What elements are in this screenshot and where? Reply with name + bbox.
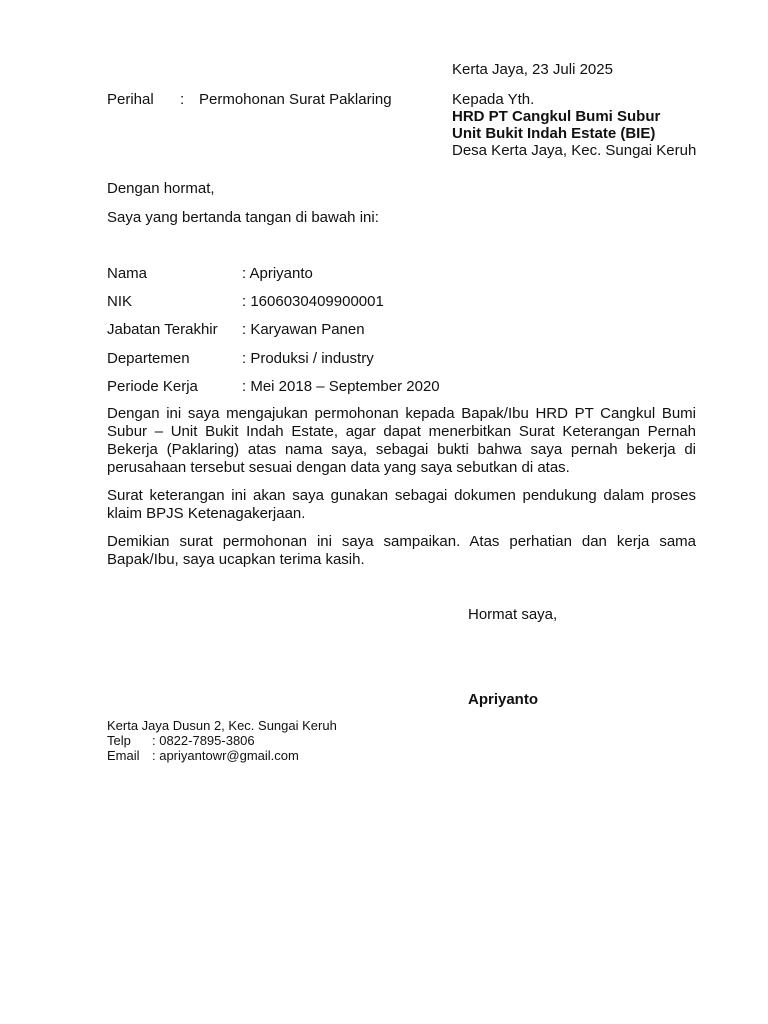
email-label: Email (107, 748, 140, 763)
body-paragraph-purpose: Surat keterangan ini akan saya gunakan sebagai dokumen pendukung dalam proses klaim BPJS Ketenagakerjaan. (107, 487, 696, 522)
field-value: : Karyawan Panen (242, 321, 365, 338)
closing-phrase: Hormat saya, (468, 606, 558, 623)
sender-email (107, 748, 337, 763)
intro-line: Saya yang bertanda tangan di bawah ini: (107, 209, 379, 226)
field-label: Periode Kerja (107, 378, 198, 395)
field-label: NIK (107, 293, 133, 310)
phone-label: Telp (107, 733, 131, 748)
recipient-company: HRD PT Cangkul Bumi Subur (452, 108, 661, 125)
field-value: : Produksi / industry (242, 350, 374, 367)
sender-address: Kerta Jaya Dusun 2, Kec. Sungai Keruh (107, 718, 337, 733)
subject-value: Permohonan Surat Paklaring (199, 91, 392, 108)
signer-name: Apriyanto (468, 691, 539, 708)
recipient-greeting: Kepada Yth. (452, 91, 535, 108)
field-label: Jabatan Terakhir (107, 321, 218, 338)
recipient-block (452, 91, 696, 159)
field-value: : Mei 2018 – September 2020 (242, 378, 440, 395)
field-value: : Apriyanto (242, 265, 313, 282)
recipient-unit: Unit Bukit Indah Estate (BIE) (452, 125, 656, 142)
field-label: Departemen (107, 350, 190, 367)
salutation: Dengan hormat, (107, 180, 215, 197)
letter-date: Kerta Jaya, 23 Juli 2025 (452, 61, 613, 78)
phone-value: : 0822-7895-3806 (152, 733, 255, 748)
body-paragraph-closing: Demikian surat permohonan ini saya sampaikan. Atas perhatian dan kerja sama Bapak/Ibu, saya ucapkan terima kasih. (107, 533, 696, 568)
email-value: : apriyantowr@gmail.com (152, 748, 299, 763)
body-paragraph-request: Dengan ini saya mengajukan permohonan kepada Bapak/Ibu HRD PT Cangkul Bumi Subur – Unit Bukit Indah Estate, agar dapat menerbitkan Surat Keterangan Pernah Bekerja (Paklaring) atas nama saya, sebagai bukti bahwa saya pernah bekerja di perusahaan tersebut sesuai dengan data yang saya sebutkan di atas. (107, 405, 696, 476)
recipient-address: Desa Kerta Jaya, Kec. Sungai Keruh (452, 142, 697, 159)
subject-label: Perihal (107, 91, 154, 108)
field-label: Nama (107, 265, 148, 282)
field-value: : 1606030409900001 (242, 293, 384, 310)
sender-contact (107, 718, 337, 763)
sender-phone (107, 733, 337, 748)
subject-colon: : (180, 91, 185, 108)
